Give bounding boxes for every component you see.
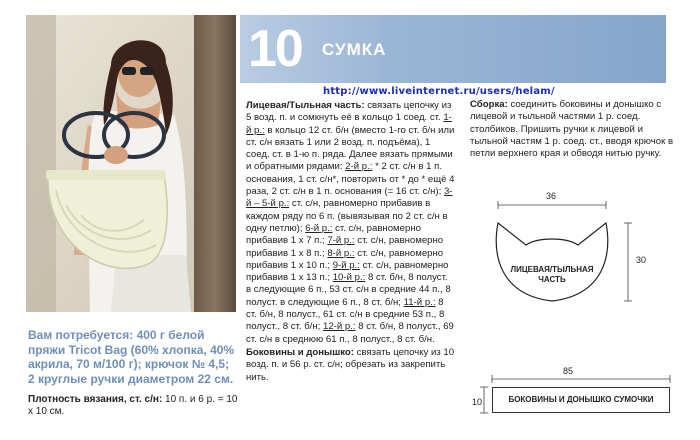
product-photo xyxy=(26,15,236,312)
density-label: Плотность вязания, ст. с/н: xyxy=(28,394,163,405)
left-column-text xyxy=(28,328,238,418)
density-text xyxy=(28,394,238,418)
sides-label: Боковины и донышко: xyxy=(246,346,354,358)
front-back-label: Лицевая/Тыльная часть: xyxy=(246,100,365,111)
row8-label: 8-й р.: xyxy=(327,247,355,259)
row6-text: ст. с/н, равномерно прибавив 1 х 7 п.; xyxy=(246,222,421,247)
woman-with-crochet-bag-photo xyxy=(26,15,236,312)
row2-label: 2-й р.: xyxy=(345,161,373,173)
row8-text: ст. с/н, равномерно прибавив 1 х 10 п.; xyxy=(246,247,444,271)
row11-text: 8 ст. б/н, 8 полуст., 61 ст. с/н в средние 53 п., 8 полуст., 8 ст. б/н; xyxy=(246,296,445,333)
row1-text: в кольцо 12 ст. б/н (вместо 1-го ст. б/н или ст. с/н вязать 1 или 2 возд. п. подъёма), 1 соед. ст. в 1-ю п. ряда. Далее вязать прямыми и обратными рядами: xyxy=(246,124,455,173)
instructions-column-1 xyxy=(246,100,455,385)
sides-text: связать цепочку из 10 возд. п. и 56 р. ст. с/н; обрезать из закрепить нить. xyxy=(246,346,455,383)
row10-text: 8 ст. б/н, 8 полуст. в следующие 6 п., 53 ст. с/н в средние 44 п., 8 полуст. в следующие 6 п., 8 ст. б/н; xyxy=(246,272,451,308)
row10-label: 10-й р.: xyxy=(332,272,366,284)
assembly-text: соединить боковины и донышко с лицевой и тыльной частями 1 р. соед. столбиков. Пришить ручки к лицевой и тыльной частям 1 р. соед. ст., вводя крючок в петли верхнего края и обводя нитью ручку. xyxy=(470,99,674,160)
front-back-intro: связать цепочку из 5 возд. п. и сомкнуть её в кольцо 1 соед. ст. xyxy=(246,100,452,124)
density-value: 10 п. и 6 р. = 10 х 10 см. xyxy=(28,394,238,417)
assembly-label: Сборка: xyxy=(470,99,508,110)
assembly-paragraph xyxy=(470,99,675,160)
pattern-number: 10 xyxy=(248,20,302,78)
part2-height-label: 10 xyxy=(472,397,483,407)
part2-name-label: БОКОВИНЫ И ДОНЫШКО СУМОЧКИ xyxy=(508,395,654,404)
sides-paragraph xyxy=(246,347,455,384)
pattern-title: СУМКА xyxy=(322,40,387,59)
row7-text: ст. с/н, равномерно прибавив 1 х 8 п.; xyxy=(246,235,444,259)
row6-label: 6-й р.: xyxy=(305,222,333,234)
part2-width-label: 85 xyxy=(563,366,574,376)
row9-text: ст. с/н, равномерно прибавив 1 х 13 п.; xyxy=(246,259,449,284)
row2-text: * 2 ст. с/н в 1 п. основания, 1 ст. с/н*, повторить от * до * ещё 4 раза, 2 ст. с/н в 1 п. основания (= 16 ст. с/н); xyxy=(246,161,455,198)
row12-text: 8 ст. б/н, 8 полуст., 69 ст. с/н в среднюю 61 п., 8 полуст., 8 ст. б/н. xyxy=(246,321,454,345)
front-back-paragraph xyxy=(246,100,455,346)
pattern-header xyxy=(240,15,666,83)
pattern-diagram xyxy=(470,185,700,440)
row7-label: 7-й р.: xyxy=(327,235,355,247)
part1-name-label: ЛИЦЕВАЯ/ТЫЛЬНАЯ ЧАСТЬ xyxy=(510,265,594,284)
materials-text: Вам потребуется: 400 г белой пряжи Tricot Bag (60% хлопка, 40% акрила, 70 м/100 г); крючок № 4,5; 2 круглые ручки диаметром 22 см. xyxy=(28,328,235,386)
row3-5-label: 3-й – 5-й р.: xyxy=(246,186,453,210)
part1-width-label: 36 xyxy=(546,191,557,201)
row1-label: 1-й р.: xyxy=(246,112,452,136)
source-url-link[interactable]: http://www.liveinternet.ru/users/helam/ xyxy=(323,86,555,97)
row12-label: 12-й р.: xyxy=(322,321,356,333)
part1-height-label: 30 xyxy=(636,255,647,265)
sides-bottom-strip xyxy=(492,387,670,413)
row9-label: 9-й р.: xyxy=(332,259,360,271)
instructions-column-2 xyxy=(470,99,675,160)
row3-5-text: ст. с/н, равномерно прибавив в каждом ряду по 6 п. (вывязывая по 2 ст. с/н в одну петлю); xyxy=(246,198,448,234)
row11-label: 11-й р.: xyxy=(403,296,436,308)
